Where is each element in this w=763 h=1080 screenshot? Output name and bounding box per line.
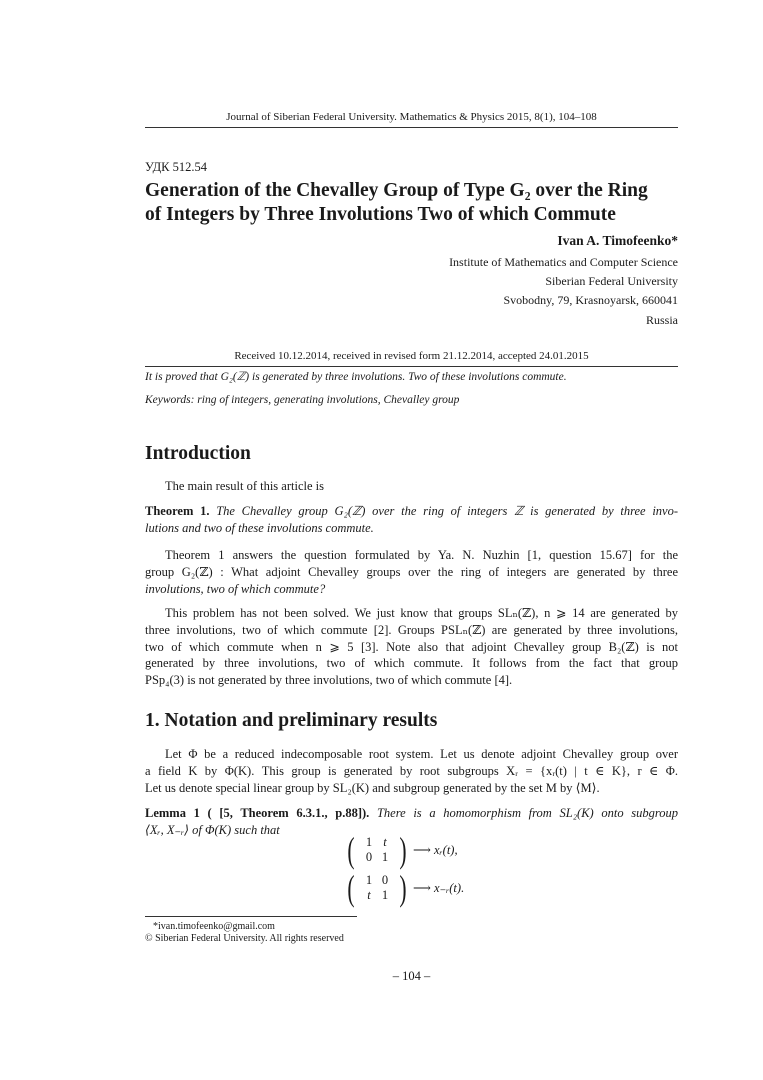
paragraph-line: generated by three involutions, two of which commute. It follows from the fact that group bbox=[145, 656, 678, 671]
matrix-cell: 1 bbox=[365, 835, 373, 849]
matrix-cell: 1 bbox=[381, 850, 389, 864]
paragraph-line: group G₂(ℤ) : What adjoint Chevalley groups over the ring of integers are generated by three bbox=[145, 564, 678, 579]
matrix-cell: 0 bbox=[365, 850, 373, 864]
lemma-text: ⟨Xᵣ, X₋ᵣ⟩ of Φ(K) such that bbox=[145, 822, 280, 837]
footnote-rule bbox=[145, 916, 357, 917]
paragraph-line: Let Φ be a reduced indecomposable root system. Let us denote adjoint Chevalley group over bbox=[165, 747, 678, 761]
paragraph-notation bbox=[145, 746, 678, 796]
paper-title bbox=[145, 179, 678, 227]
copyright-notice: © Siberian Federal University. All rights reserved bbox=[145, 933, 344, 944]
theorem-text: lutions and two of these involutions commute. bbox=[145, 520, 374, 535]
keywords: Keywords: ring of integers, generating involutions, Chevalley group bbox=[145, 394, 460, 406]
section-heading-notation: 1. Notation and preliminary results bbox=[145, 710, 438, 731]
affiliation-line: Svobodny, 79, Krasnoyarsk, 660041 bbox=[503, 293, 678, 307]
running-header: Journal of Siberian Federal University. Mathematics & Physics 2015, 8(1), 104–108 bbox=[226, 111, 597, 123]
paragraph-question bbox=[145, 547, 678, 597]
matrix-result: ⟶ x₋ᵣ(t). bbox=[413, 881, 465, 895]
abstract-rule bbox=[145, 366, 678, 367]
paragraph-known-results bbox=[145, 605, 678, 689]
intro-sentence: The main result of this article is bbox=[165, 479, 324, 493]
affiliation-line: Siberian Federal University bbox=[545, 274, 678, 288]
page-number: – 104 – bbox=[392, 969, 431, 983]
matrix-cell: 1 bbox=[381, 888, 389, 902]
paragraph-line: PSp₄(3) is not generated by three involutions, two of which commute [4]. bbox=[145, 673, 513, 688]
header-rule bbox=[145, 127, 678, 128]
received-dates: Received 10.12.2014, received in revised form 21.12.2014, accepted 24.01.2015 bbox=[234, 350, 589, 362]
matrix-equation-2: ( 1 0 t 1 ) ⟶ x₋ᵣ(t). bbox=[347, 868, 465, 908]
affiliation-line: Institute of Mathematics and Computer Science bbox=[449, 255, 678, 269]
matrix-cell: 1 bbox=[365, 873, 373, 887]
lemma-text: There is a homomorphism from SL₂(K) onto subgroup bbox=[376, 806, 679, 820]
paragraph-line: two of which commute when n ⩾ 5 [3]. Note also that adjoint Chevalley group B₂(ℤ) is not bbox=[145, 639, 678, 654]
author-name: Ivan A. Timofeenko* bbox=[557, 233, 678, 248]
section-heading-introduction: Introduction bbox=[145, 443, 251, 464]
matrix-cell: 0 bbox=[381, 873, 389, 887]
abstract: It is proved that G₂(ℤ) is generated by three involutions. Two of these involutions commute. bbox=[145, 371, 567, 383]
matrix-result: ⟶ xᵣ(t), bbox=[413, 843, 458, 857]
title-line: of Integers by Three Involutions Two of which Commute bbox=[145, 204, 616, 225]
theorem-1 bbox=[145, 503, 678, 537]
title-line: Generation of the Chevalley Group of Type G₂ over the Ring bbox=[145, 180, 648, 201]
country: Russia bbox=[645, 313, 678, 327]
matrix-cell: t bbox=[367, 888, 371, 902]
paragraph-line: involutions, two of which commute? bbox=[145, 581, 326, 596]
paragraph-line: This problem has not been solved. We just know that groups SLₙ(ℤ), n ⩾ 14 are generated by bbox=[165, 606, 678, 620]
paragraph-line: three involutions, two of which commute [2]. Groups PSLₙ(ℤ) are generated by three involutions, bbox=[145, 622, 678, 637]
udk-code: УДК 512.54 bbox=[145, 160, 207, 174]
affiliation bbox=[145, 253, 678, 310]
paragraph-line: Theorem 1 answers the question formulated by Ya. N. Nuzhin [1, question 15.67] for the bbox=[165, 548, 678, 562]
footnote-email: *ivan.timofeenko@gmail.com bbox=[153, 921, 275, 932]
paragraph-line: a field K by Φ(K). This group is generated by root subgroups Xᵣ = {xᵣ(t) | t ∈ K}, r ∈ Φ. bbox=[145, 763, 678, 778]
matrix-cell: t bbox=[383, 835, 387, 849]
theorem-text: The Chevalley group G₂(ℤ) over the ring of integers ℤ is generated by three invo- bbox=[216, 504, 678, 518]
matrix-equation-1: ( 1 t 0 1 ) ⟶ xᵣ(t), bbox=[347, 830, 458, 870]
lemma-label: Lemma 1 ( [5, Theorem 6.3.1., p.88]). bbox=[145, 806, 370, 820]
theorem-label: Theorem 1. bbox=[145, 504, 210, 518]
paragraph-line: Let us denote special linear group by SL₂(K) and subgroup generated by the set M by ⟨M⟩. bbox=[145, 780, 600, 795]
